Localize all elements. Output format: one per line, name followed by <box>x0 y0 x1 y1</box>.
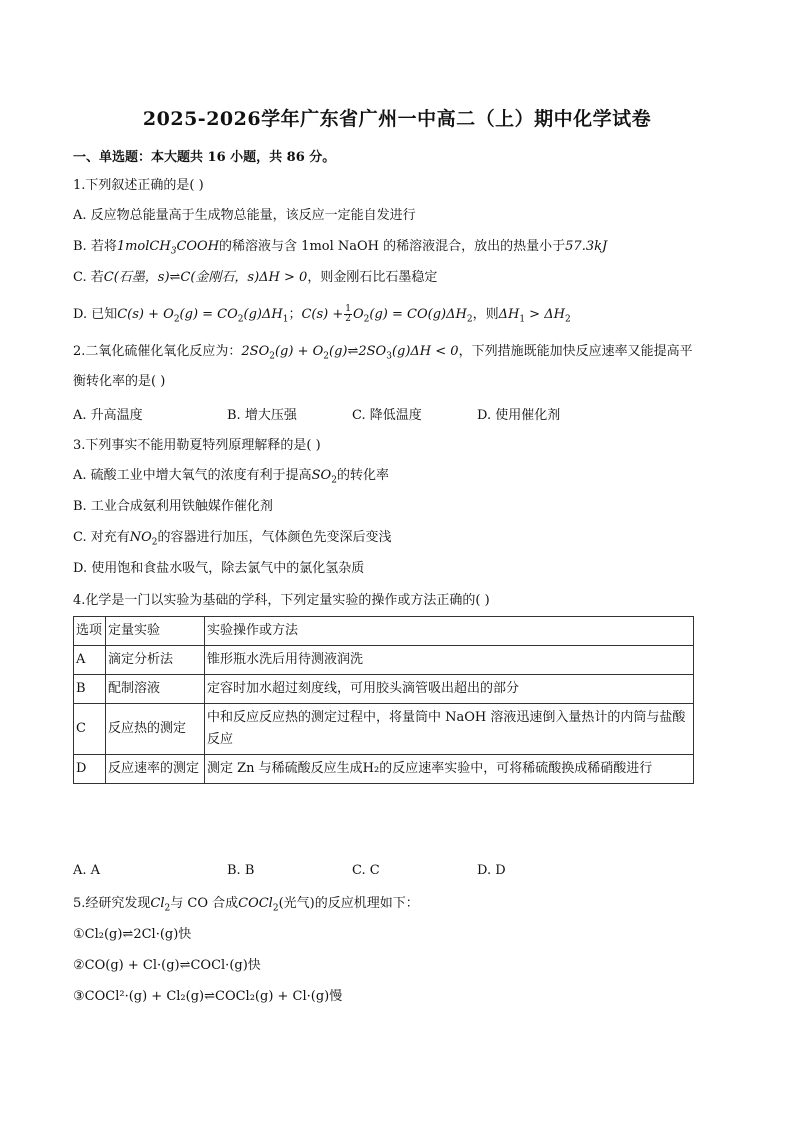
table-cell: A <box>74 646 106 675</box>
q4-option-c: C. C <box>352 863 380 878</box>
table-row <box>74 646 694 675</box>
page-title: 2025-2026学年广东省广州一中高二（上）期中化学试卷 <box>142 108 652 130</box>
table-cell: B <box>74 675 106 704</box>
table-cell: 反应速率的测定 <box>106 755 205 784</box>
table-header-cell: 选项 <box>74 617 106 646</box>
q5-reaction-3: ③COCl²·(g) + Cl₂(g)⇌COCl₂(g) + Cl·(g)慢 <box>73 989 343 1004</box>
q3-option-b: B. 工业合成氨利用铁触媒作催化剂 <box>73 499 273 514</box>
table-row <box>74 675 694 704</box>
q2-option-a: A. 升高温度 <box>73 408 143 423</box>
q4-stem: 4.化学是一门以实验为基础的学科，下列定量实验的操作或方法正确的( ) <box>73 593 490 608</box>
table-cell: 锥形瓶水洗后用待测液润洗 <box>205 646 694 675</box>
q2-option-b: B. 增大压强 <box>227 408 297 423</box>
fraction-one-half: $\frac{1}{2}$ <box>345 304 351 324</box>
table-cell: 测定 Zn 与稀硫酸反应生成H₂的反应速率实验中，可将稀硫酸换成稀硝酸进行 <box>205 755 694 784</box>
q1-option-a: A. 反应物总能量高于生成物总能量，该反应一定能自发进行 <box>73 208 416 223</box>
q2-stem: 2.二氧化硫催化氧化反应为：$2SO_2(g)$ + $O_2(g)\rightleftharpoons 2SO_3(g)\Delta H < 0$，下列措施既能加快反应速率又能提高平 <box>73 344 693 362</box>
q1-option-b: B. 若将1molCH$_3$COOH的稀溶液与含 1mol NaOH 的稀溶液混合，放出的热量小于57.3kJ <box>73 239 608 257</box>
table-header-cell: 实验操作或方法 <box>205 617 694 646</box>
q3-option-a: A. 硫酸工业中增大氧气的浓度有利于提高$SO_2$的转化率 <box>73 468 389 486</box>
table-row <box>74 755 694 784</box>
q1-option-d: D. 已知$C(s) + O_2(g) = CO_2(g)\Delta H_1$；C(s) + $\frac{1}{2}$ $O_2(g) = CO(g)\Delta H_2$，则$\Delta H_1 > \Delta H_2$ <box>73 304 571 325</box>
table-cell: 中和反应反应热的测定过程中，将量筒中 NaOH 溶液迅速倒入量热计的内筒与盐酸反应 <box>205 704 694 755</box>
q2-option-d: D. 使用催化剂 <box>477 408 561 423</box>
q4-option-d: D. D <box>477 863 506 878</box>
table-row <box>74 704 694 755</box>
table-cell: 定容时加水超过刻度线，可用胶头滴管吸出超出的部分 <box>205 675 694 704</box>
q4-option-b: B. B <box>227 863 255 878</box>
q1-option-c: C. 若C(石墨，s)⇌C(金刚石，s)ΔH > 0，则金刚石比石墨稳定 <box>73 270 438 285</box>
table-cell: 反应热的测定 <box>106 704 205 755</box>
q3-stem: 3.下列事实不能用勒夏特列原理解释的是( ) <box>73 438 321 453</box>
q3-option-c: C. 对充有$NO_2$的容器进行加压，气体颜色先变深后变浅 <box>73 530 392 548</box>
q4-table <box>73 616 694 784</box>
section-heading: 一、单选题：本大题共 16 小题，共 86 分。 <box>73 150 336 165</box>
q5-reaction-2: ②CO(g) + Cl·(g)⇌COCl·(g)快 <box>73 958 261 973</box>
q5-reaction-1: ①Cl₂(g)⇌2Cl·(g)快 <box>73 927 192 942</box>
table-cell: 滴定分析法 <box>106 646 205 675</box>
table-cell: 配制溶液 <box>106 675 205 704</box>
table-header-row <box>74 617 694 646</box>
table-cell: D <box>74 755 106 784</box>
table-header-cell: 定量实验 <box>106 617 205 646</box>
q2-option-c: C. 降低温度 <box>352 408 422 423</box>
q3-option-d: D. 使用饱和食盐水吸气，除去氯气中的氯化氢杂质 <box>73 561 365 576</box>
q5-stem: 5.经研究发现$Cl_2$与 CO 合成COCl$_2$(光气)的反应机理如下： <box>73 896 419 914</box>
q2-stem-line2: 衡转化率的是( ) <box>73 374 166 389</box>
table-cell: C <box>74 704 106 755</box>
q1-stem: 1.下列叙述正确的是( ) <box>73 178 204 193</box>
q4-option-a: A. A <box>73 863 101 878</box>
